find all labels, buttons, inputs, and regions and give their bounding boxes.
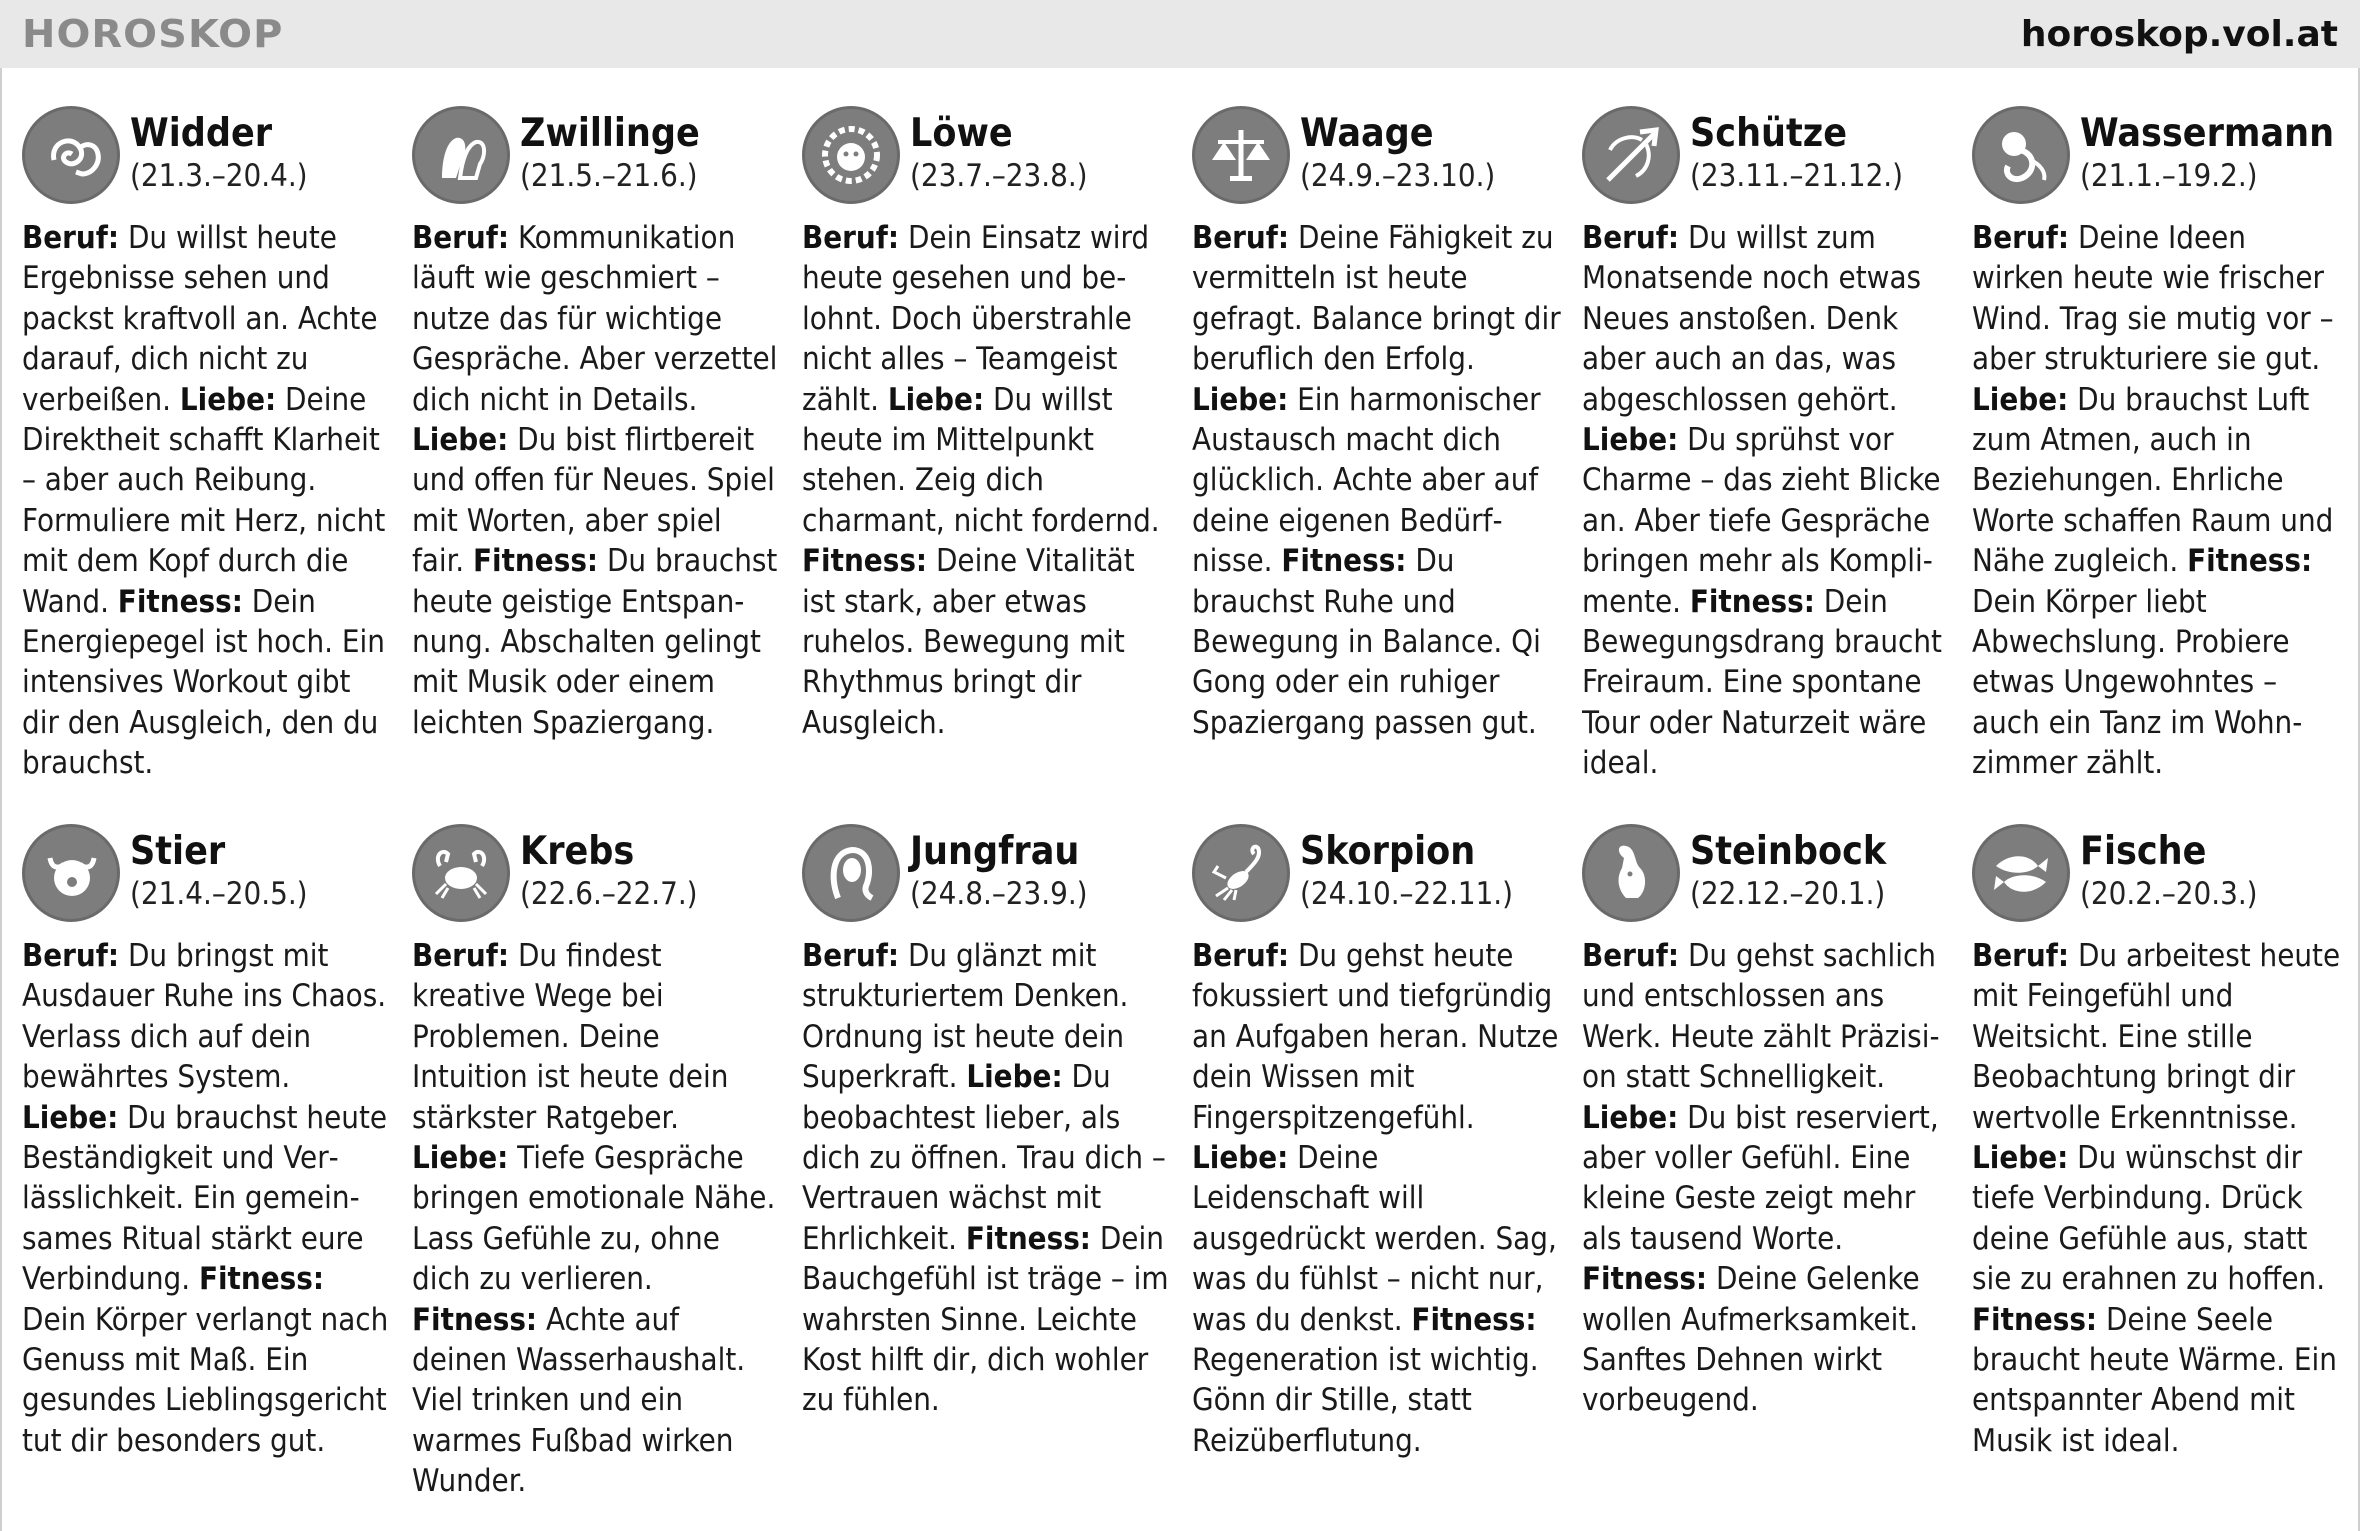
sign-dates: (21.3.–20.4.): [130, 158, 308, 194]
fitness-text: Achte auf deinen Wasserhaushalt. Viel trinken und ein warmes Fußbad wirken Wunder.: [412, 1301, 746, 1500]
beruf-label: Beruf:: [1582, 220, 1680, 256]
sign-header: [1582, 106, 1952, 212]
sign-name: Skorpion: [1300, 829, 1476, 874]
sign-card-jungfrau: [802, 824, 1172, 1516]
beruf-text: Du findest kreative Wege bei Problemen. Deine Intuition ist heute dein stärkster Ratgeber.: [412, 938, 729, 1136]
liebe-label: Liebe:: [966, 1059, 1063, 1096]
beruf-label: Beruf:: [802, 938, 900, 974]
fitness-text: Deine Gelenke wollen Aufmerksamkeit. Sanftes Dehnen wirkt vorbeugend.: [1582, 1261, 1920, 1419]
sign-text: [22, 936, 392, 1461]
crab-icon: [412, 824, 510, 922]
beruf-text: Du willst zum Monatsende noch etwas Neues anstoßen. Denk aber auch an das, was abgeschlossen gehört.: [1582, 220, 1922, 418]
signs-grid: [22, 106, 2342, 1516]
sign-titles: [1300, 106, 1495, 196]
liebe-text: Du bist flirtbereit und offen für Neues. Spiel mit Worten, aber spiel fair.: [412, 422, 775, 580]
liebe-text: Tiefe Gespräche bringen emotionale Nähe. Lass Gefühle zu, ohne dich zu verlieren.: [412, 1140, 776, 1298]
sign-text: [22, 218, 392, 784]
sign-card-krebs: [412, 824, 782, 1516]
sign-header: [1192, 106, 1562, 212]
scorpion-icon: [1192, 824, 1290, 922]
fitness-label: Fitness:: [117, 583, 243, 620]
liebe-text: Du brauchst Luft zum Atmen, auch in Beziehungen. Ehrliche Worte schaffen Raum und Nähe zugleich.: [1972, 381, 2334, 580]
sign-name: Steinbock: [1690, 829, 1887, 874]
sign-header: [412, 106, 782, 212]
sign-dates: (21.1.–19.2.): [2080, 158, 2258, 194]
sign-text: [412, 218, 782, 743]
sign-card-wassermann: [1972, 106, 2342, 824]
fitness-text: Regeneration ist wichtig. Gönn dir Stille, statt Reizüberflutung.: [1192, 1342, 1539, 1459]
liebe-label: Liebe:: [1972, 381, 2069, 418]
sign-titles: [1690, 824, 1886, 914]
liebe-label: Liebe:: [887, 381, 985, 418]
liebe-label: Liebe:: [1192, 381, 1289, 418]
liebe-label: Liebe:: [412, 422, 509, 459]
sign-dates: (24.9.–23.10.): [1300, 158, 1496, 194]
sign-name: Löwe: [910, 111, 1013, 156]
sign-text: [802, 936, 1172, 1421]
sign-titles: [520, 824, 698, 914]
beruf-label: Beruf:: [802, 220, 900, 256]
fitness-label: Fitness:: [2187, 543, 2313, 580]
sign-name: Widder: [130, 111, 273, 156]
sign-card-schuetze: [1582, 106, 1952, 824]
sign-text: [1192, 936, 1562, 1461]
liebe-text: Du willst heute im Mittelpunkt stehen. Zeig dich charmant, nicht fordernd.: [802, 381, 1160, 539]
sign-titles: [910, 106, 1088, 196]
beruf-text: Du glänzt mit strukturiertem Denken. Ordnung ist heute dein Superkraft.: [802, 938, 1129, 1096]
goat-icon: [1582, 824, 1680, 922]
beruf-label: Beruf:: [412, 220, 510, 256]
sign-titles: [1300, 824, 1513, 914]
sign-dates: (21.5.–21.6.): [520, 158, 698, 194]
sign-header: [22, 824, 392, 930]
sign-name: Krebs: [520, 829, 635, 874]
header-bar: [0, 0, 2360, 68]
sign-card-stier: [22, 824, 392, 1516]
beruf-text: Dein Einsatz wird heute gesehen und belohnt. Doch überstrahle nicht alles – Teamgeist zählt.: [802, 220, 1150, 418]
liebe-text: Du sprühst vor Charme – das zieht Blicke an. Aber tiefe Gespräche bringen mehr als Komplimente.: [1582, 422, 1941, 620]
fitness-text: Du brauchst heute geistige Entspannung. Abschalten gelingt mit Musik oder einem leichten Spaziergang.: [412, 543, 778, 741]
sign-header: [802, 824, 1172, 930]
fitness-text: Dein Körper liebt Abwechslung. Probiere etwas Ungewohntes – auch ein Tanz im Wohnzimmer zählt.: [1972, 583, 2303, 782]
liebe-text: Du brauchst heute Beständigkeit und Verlässlichkeit. Ein gemeinsames Ritual stärkt eure Verbindung.: [22, 1099, 388, 1298]
sign-titles: [130, 824, 308, 914]
sign-text: [1582, 936, 1952, 1421]
virgin-icon: [802, 824, 900, 922]
fitness-label: Fitness:: [1972, 1301, 2098, 1338]
sign-dates: (21.4.–20.5.): [130, 876, 308, 912]
fitness-text: Deine Seele braucht heute Wärme. Ein entspannter Abend mit Musik ist ideal.: [1972, 1301, 2337, 1459]
liebe-label: Liebe:: [179, 381, 277, 418]
liebe-label: Liebe:: [412, 1140, 509, 1177]
sign-text: [802, 218, 1172, 743]
sign-card-skorpion: [1192, 824, 1562, 1516]
sign-titles: [520, 106, 700, 196]
ram-icon: [22, 106, 120, 204]
beruf-label: Beruf:: [1972, 220, 2070, 256]
liebe-text: Du beobachtest lieber, als dich zu öffnen. Trau dich – Vertrauen wächst mit Ehrlichkeit.: [802, 1059, 1166, 1257]
sign-header: [1582, 824, 1952, 930]
fitness-label: Fitness:: [965, 1220, 1091, 1257]
liebe-label: Liebe:: [1582, 422, 1679, 459]
sign-name: Stier: [130, 829, 226, 874]
beruf-text: Deine Fähigkeit zu vermitteln ist heute gefragt. Balance bringt dir beruflich den Erfolg.: [1192, 220, 1561, 378]
liebe-text: Deine Direktheit schafft Klarheit – aber auch Reibung. Formuliere mit Herz, nicht mit dem Kopf durch die Wand.: [22, 381, 386, 620]
sign-dates: (22.6.–22.7.): [520, 876, 698, 912]
fitness-text: Deine Vitalität ist stark, aber etwas ruhelos. Bewegung mit Rhythmus bringt dir Ausgleich.: [802, 543, 1135, 741]
liebe-label: Liebe:: [1582, 1099, 1679, 1136]
lion-icon: [802, 106, 900, 204]
sign-titles: [2080, 106, 2334, 196]
sign-header: [412, 824, 782, 930]
fitness-text: Dein Energiepegel ist hoch. Ein intensives Workout gibt dir den Ausgleich, den du brauchst.: [22, 583, 385, 782]
sign-dates: (22.12.–20.1.): [1690, 876, 1886, 912]
beruf-label: Beruf:: [1192, 220, 1290, 256]
sign-text: [1972, 218, 2342, 784]
fitness-label: Fitness:: [1411, 1301, 1537, 1338]
fitness-label: Fitness:: [1689, 583, 1815, 620]
water-bearer-icon: [1972, 106, 2070, 204]
beruf-text: Deine Ideen wirken heute wie frischer Wind. Trag sie mutig vor – aber strukturiere sie gut.: [1972, 220, 2334, 378]
section-title: HOROSKOP: [22, 12, 284, 56]
sign-name: Jungfrau: [910, 829, 1080, 874]
frame-left-border: [0, 68, 2, 1531]
scales-icon: [1192, 106, 1290, 204]
sign-dates: (23.11.–21.12.): [1690, 158, 1904, 194]
beruf-label: Beruf:: [1582, 938, 1680, 974]
fitness-label: Fitness:: [412, 1301, 538, 1338]
sign-titles: [1690, 106, 1903, 196]
beruf-label: Beruf:: [1192, 938, 1290, 974]
archer-icon: [1582, 106, 1680, 204]
sign-header: [1192, 824, 1562, 930]
beruf-text: Du gehst sachlich und entschlossen ans Werk. Heute zählt Präzision statt Schnelligkeit.: [1582, 938, 1940, 1096]
sign-card-steinbock: [1582, 824, 1952, 1516]
beruf-label: Beruf:: [1972, 938, 2070, 974]
sign-header: [1972, 106, 2342, 212]
sign-name: Wassermann: [2080, 111, 2335, 156]
fitness-label: Fitness:: [1281, 543, 1407, 580]
liebe-label: Liebe:: [1972, 1140, 2069, 1177]
fitness-label: Fitness:: [802, 543, 928, 580]
sign-titles: [2080, 824, 2258, 914]
beruf-text: Du willst heute Ergebnisse sehen und packst kraftvoll an. Achte darauf, dich nicht zu verbeißen.: [22, 220, 378, 418]
sign-header: [1972, 824, 2342, 930]
sign-name: Waage: [1300, 111, 1434, 156]
beruf-label: Beruf:: [22, 938, 120, 974]
liebe-text: Ein harmonischer Austausch macht dich glücklich. Achte aber auf deine eigenen Bedürfnisse.: [1192, 381, 1541, 580]
sign-card-waage: [1192, 106, 1562, 824]
fitness-text: Du brauchst Ruhe und Bewegung in Balance. Qi Gong oder ein ruhiger Spaziergang passen gut.: [1192, 543, 1541, 741]
sign-dates: (23.7.–23.8.): [910, 158, 1088, 194]
sign-header: [802, 106, 1172, 212]
fitness-label: Fitness:: [1582, 1261, 1708, 1298]
sign-titles: [910, 824, 1088, 914]
liebe-text: Du bist reserviert, aber voller Gefühl. Eine kleine Geste zeigt mehr als tausend Worte.: [1582, 1099, 1939, 1257]
fitness-label: Fitness:: [198, 1261, 325, 1298]
sign-card-loewe: [802, 106, 1172, 824]
beruf-text: Du arbeitest heute mit Feingefühl und Weitsicht. Eine stille Beobachtung bringt dir wertvolle Erkenntnisse.: [1972, 938, 2341, 1136]
sign-card-widder: [22, 106, 392, 824]
liebe-label: Liebe:: [22, 1099, 119, 1136]
sign-name: Zwillinge: [520, 111, 700, 156]
sign-text: [1582, 218, 1952, 784]
sign-titles: [130, 106, 308, 196]
sign-name: Fische: [2080, 829, 2207, 874]
sign-name: Schütze: [1690, 111, 1848, 156]
sign-text: [412, 936, 782, 1502]
liebe-text: Du wünschst dir tiefe Verbindung. Drück deine Gefühle aus, statt sie zu erahnen zu hoffen.: [1972, 1140, 2326, 1298]
beruf-label: Beruf:: [412, 938, 510, 974]
liebe-text: Deine Leidenschaft will ausgedrückt werden. Sag, was du fühlst – nicht nur, was du denkst.: [1192, 1140, 1557, 1338]
site-url-link[interactable]: horoskop.vol.at: [2020, 13, 2338, 55]
sign-text: [1192, 218, 1562, 743]
sign-dates: (20.2.–20.3.): [2080, 876, 2258, 912]
fitness-text: Dein Körper verlangt nach Genuss mit Maß. Ein gesundes Lieblingsgericht tut dir besonders gut.: [22, 1301, 389, 1459]
beruf-text: Du bringst mit Ausdauer Ruhe ins Chaos. Verlass dich auf dein bewährtes System.: [22, 938, 387, 1096]
sign-dates: (24.8.–23.9.): [910, 876, 1088, 912]
liebe-label: Liebe:: [1192, 1140, 1289, 1177]
sign-card-fische: [1972, 824, 2342, 1516]
beruf-label: Beruf:: [22, 220, 120, 256]
fitness-text: Dein Bauchgefühl ist träge – im wahrsten Sinne. Leichte Kost hilft dir, dich wohler zu fühlen.: [802, 1220, 1169, 1419]
sign-dates: (24.10.–22.11.): [1300, 876, 1514, 912]
bull-icon: [22, 824, 120, 922]
beruf-text: Kommunikation läuft wie geschmiert – nutze das für wichtige Gespräche. Aber verzettel dich nicht in Details.: [412, 220, 778, 418]
sign-card-zwillinge: [412, 106, 782, 824]
beruf-text: Du gehst heute fokussiert und tiefgründig an Aufgaben heran. Nutze dein Wissen mit Fingerspitzengefühl.: [1192, 938, 1559, 1136]
fitness-text: Dein Bewegungsdrang braucht Freiraum. Eine spontane Tour oder Naturzeit wäre ideal.: [1582, 583, 1942, 782]
sign-header: [22, 106, 392, 212]
sign-text: [1972, 936, 2342, 1461]
fish-icon: [1972, 824, 2070, 922]
twins-icon: [412, 106, 510, 204]
fitness-label: Fitness:: [472, 543, 599, 580]
